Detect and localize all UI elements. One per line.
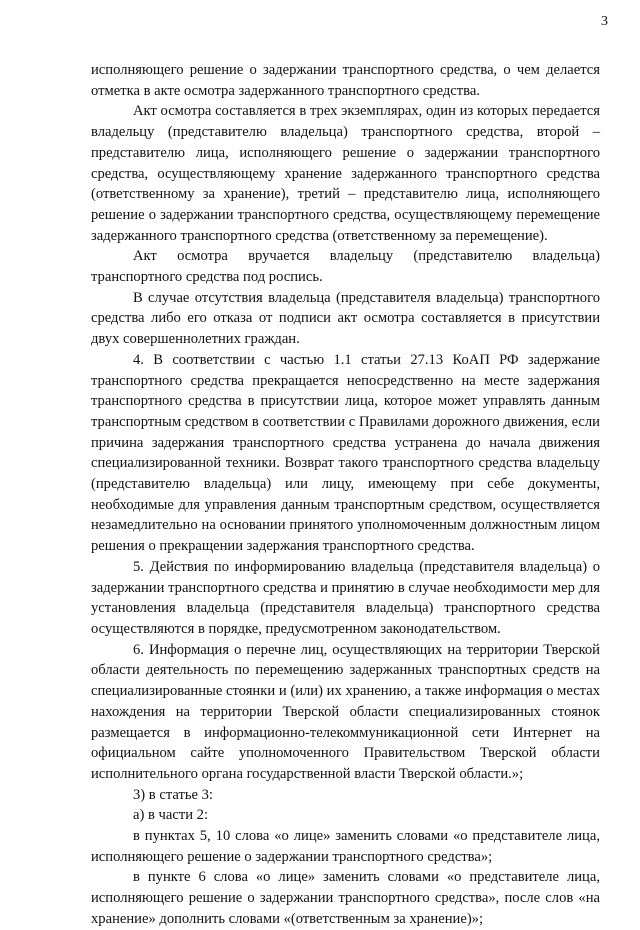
paragraph-article-3: 3) в статье 3: <box>133 786 213 803</box>
paragraph-item-6: 6. Информация о перечне лиц, осуществляющих на территории Тверской области деятельность по перемещению задержанных транспортных средств на специализированные стоянки и (или) их хранению, а также информация о местах нахождения на территории Тверской области специализированных стоянок размещается в информационно-телекоммуникационной сети Интернет на официальном сайте уполномоченного Правительством Тверской области исполнительного органа государственной власти Тверской области.»; <box>91 641 600 782</box>
paragraph-points-5-10: в пунктах 5, 10 слова «о лице» заменить словами «о представителе лица, исполняющего решение о задержании транспортного средства»; <box>91 828 600 865</box>
paragraph-point-6: в пункте 6 слова «о лице» заменить словами «о представителе лица, исполняющего решение о задержании транспортного средства», после слов «на хранение» дополнить словами «(ответственным за хранение)»; <box>91 869 600 927</box>
document-body <box>91 60 600 930</box>
paragraph-inspection-act-delivery: Акт осмотра вручается владельцу (представителю владельца) транспортного средства под роспись. <box>91 248 600 286</box>
paragraph-item-4: 4. В соответствии с частью 1.1 статьи 27.13 КоАП РФ задержание транспортного средства прекращается непосредственно на месте задержания транспортного средства в присутствии лица, которое может управлять данным транспортным средством в соответствии с Правилами дорожного движения, если причина задержания транспортного средства устранена до начала движения специализированной техники. Возврат такого транспортного средства владельцу (представителю владельца) или лицу, имеющему при себе документы, необходимые для управления данным транспортным средством, осуществляется незамедлительно на основании принятого уполномоченным должностным лицом решения о прекращении задержания транспортного средства. <box>91 351 600 555</box>
paragraph-owner-absence: В случае отсутствия владельца (представителя владельца) транспортного средства либо его отказа от подписи акт осмотра составляется в присутствии двух совершеннолетних граждан. <box>91 289 600 348</box>
paragraph-item-5: 5. Действия по информированию владельца (представителя владельца) о задержании транспортного средства и принятию в случае необходимости мер для установления владельца (представителя владельца) транспортного средства осуществляются в порядке, предусмотренном законодательством. <box>91 558 600 637</box>
paragraph-part-2: а) в части 2: <box>133 807 209 824</box>
paragraph-continuation: исполняющего решение о задержании транспортного средства, о чем делается отметка в акте осмотра задержанного транспортного средства. <box>91 62 600 99</box>
paragraph-inspection-act-copies: Акт осмотра составляется в трех экземплярах, один из которых передается владельцу (представителю владельца) транспортного средства, второй – представителю лица, исполняющего решение о задержании транспортного средства, осуществляющему хранение задержанного транспортного средства (ответственному за хранение), третий – представителю лица, исполняющего решение о задержании транспортного средства, осуществляющему перемещение задержанного транспортного средства (ответственному за перемещение). <box>91 103 600 244</box>
page-number: 3 <box>601 14 608 29</box>
